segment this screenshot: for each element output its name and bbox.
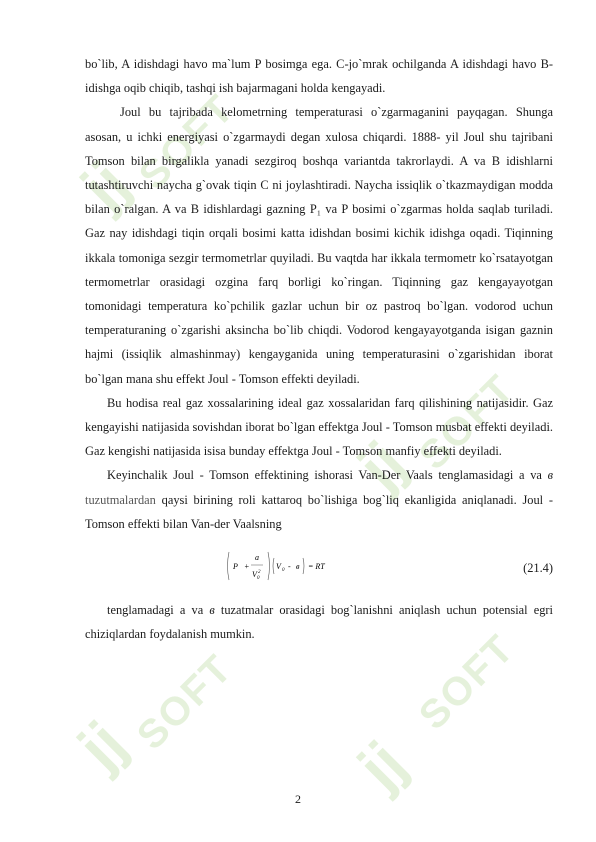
paragraph-3: Bu hodisa real gaz xossalarining ideal gaz xossalaridan farq qilishining natijasidir. Gaz kengayishi natijasida sovishdan iborat bo`lgan effektga Joul - Tomson musbat effekti deyiladi. Gaz kengishi natijasida isisa bunday effektga Joul - Tomson manfiy effekti deyiladi. <box>85 395 553 459</box>
svg-text:в: в <box>296 562 300 572</box>
svg-text:0: 0 <box>257 576 260 582</box>
paragraph-1: bo`lib, A idishdagi havo ma`lum P bosimga ega. C-jo`mrak ochilganda A idishdagi havo B-idishga oqib chiqib, tashqi ish bajarmagani holda kengayadi. <box>85 57 553 96</box>
page-number: 2 <box>295 792 301 806</box>
watermark-text: SOFT <box>128 646 242 759</box>
paragraph-5: tenglamadagi a va в tuzatmalar orasidagi bog`lanishni aniqlash uchun potensial egri chiziqlardan foydalanish mumkin. <box>85 603 553 642</box>
svg-text:V: V <box>252 570 257 580</box>
watermark-text: SOFT <box>410 366 524 479</box>
svg-text:a: a <box>255 553 259 563</box>
page-content <box>85 52 553 646</box>
svg-text:0: 0 <box>282 568 285 574</box>
watermark-text: SOFT <box>130 86 244 199</box>
watermark-logo: jj <box>345 728 419 803</box>
svg-text:= RT: = RT <box>308 562 325 572</box>
watermark-logo: jj <box>68 148 142 223</box>
watermark-text: SOFT <box>410 626 524 739</box>
svg-text:+: + <box>244 562 250 572</box>
van-der-waals-formula <box>225 548 345 584</box>
svg-text:-: - <box>288 562 291 572</box>
watermark-logo: jj <box>65 708 139 783</box>
paragraph-4: Keyinchalik Joul - Tomson effektining ishorasi Van-Der Vaals tenglamasidagi a va в tuzutmalardan qaysi birining roli kattaroq bo`lishiga bog`liq ekanligida aniqlanadi. Joul - Tomson effekti bilan Van-der Vaalsning <box>85 468 553 531</box>
equation-row <box>85 540 553 598</box>
paragraph-2: Joul bu tajribada kelometrning temperaturasi o`zgarmaganini payqagan. Shunga asosan, u ichki energiyasi o`zgarmaydi degan xulosa chiqardi. 1888- yil Joul shu tajribani Tomson bilan birgalikla yanadi sezgiroq boshqa variantda takrorlaydi. A va B idishlarni tutashtiruvchi naycha g`ovak tiqin C ni joylashtiradi. Naycha issiqlik o`tkazmaydigan modda bilan o`ralgan. A va B idishlardagi gazning P₁ va P bosimi o`zgarmas holda saqlab turiladi. Gaz nay idishdagi tiqin orqali bosimi katta idishdan bosimi kichik idishga oqadi. Tiqinning ikkala tomoniga sezgir termometrlar quyiladi. Bu vaqtda har ikkala termometr ko`rsatayotgan termometrlar orasidagi ozgina farq borligi ko`ringan. Tiqinning gaz kengayayotgan tomonidagi temperatura ko`pchilik gazlar uchun bir oz pastroq bo`lgan. vodorod uchun temperaturaning o`zgarishi aksincha bo`lib chiqdi. Vodorod kengayayotganda isigan gaznin hajmi (issiqlik almashinmay) kengayganida uning temperaturasini o`zgarishidan iborat bo`lgan mana shu effekt Joul - Tomson effekti deyiladi. <box>85 105 553 386</box>
svg-text:V: V <box>276 562 281 572</box>
svg-text:P: P <box>233 562 238 572</box>
equation-number: (21.4) <box>523 561 553 576</box>
watermark-logo: jj <box>345 428 419 503</box>
svg-text:2: 2 <box>258 570 261 576</box>
